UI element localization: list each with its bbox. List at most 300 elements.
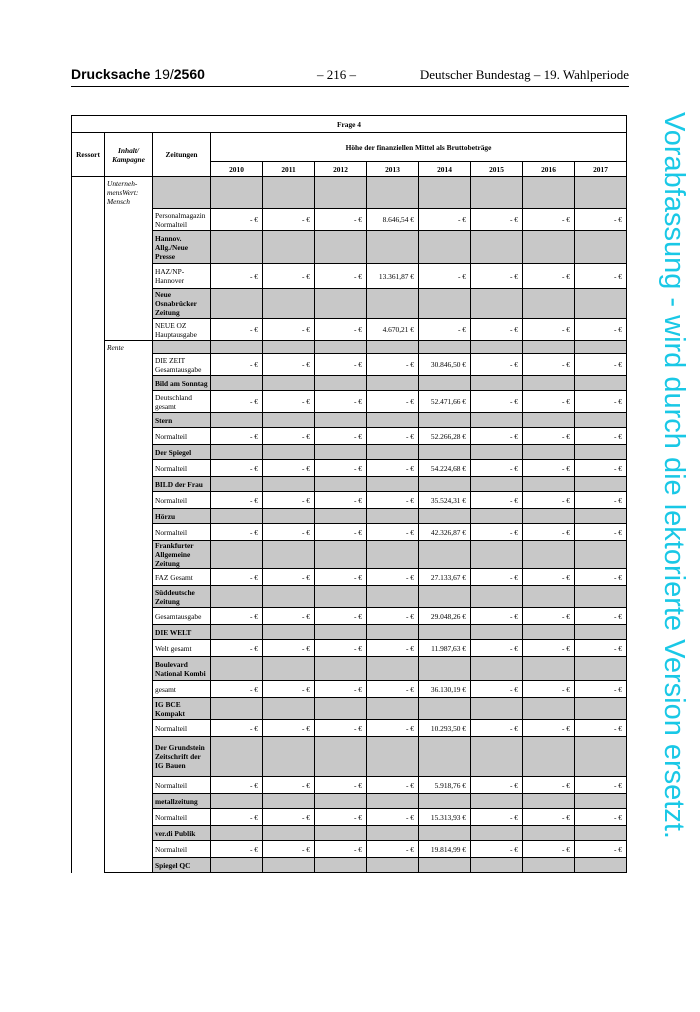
campaign-cell [105, 586, 153, 608]
amount-cell: - € [315, 209, 367, 231]
amount-cell: - € [575, 319, 627, 341]
empty-cell [211, 541, 263, 569]
empty-cell [367, 737, 419, 777]
amount-cell: - € [523, 720, 575, 737]
amount-cell: 52.471,66 € [419, 391, 471, 413]
doc-num-prefix: 19/ [154, 66, 174, 82]
empty-cell [263, 231, 315, 264]
campaign-cell [105, 376, 153, 391]
amount-cell: - € [367, 809, 419, 826]
amount-cell: - € [575, 720, 627, 737]
newspaper-cell: Personalmagazin Normalteil [153, 209, 211, 231]
amount-cell: - € [523, 809, 575, 826]
campaign-cell [105, 428, 153, 445]
empty-cell [211, 231, 263, 264]
newspaper-cell: Der Spiegel [153, 445, 211, 460]
empty-cell [315, 376, 367, 391]
empty-cell [263, 289, 315, 319]
empty-cell [523, 794, 575, 809]
empty-cell [211, 698, 263, 720]
amount-cell: - € [523, 428, 575, 445]
empty-cell [263, 586, 315, 608]
amount-cell: - € [211, 209, 263, 231]
campaign-cell [105, 681, 153, 698]
table-row [72, 809, 627, 826]
empty-cell [523, 289, 575, 319]
amount-cell: 29.048,26 € [419, 608, 471, 625]
empty-cell [211, 445, 263, 460]
amount-cell: 30.846,50 € [419, 354, 471, 376]
amount-cell: - € [575, 209, 627, 231]
campaign-cell [105, 477, 153, 492]
empty-cell [471, 341, 523, 354]
empty-cell [367, 376, 419, 391]
newspaper-cell: Der Grundstein Zeitschrift der IG Bauen [153, 737, 211, 777]
document-number [71, 66, 205, 82]
empty-cell [211, 289, 263, 319]
empty-cell [211, 794, 263, 809]
empty-cell [211, 858, 263, 873]
empty-cell [575, 541, 627, 569]
campaign-cell [105, 809, 153, 826]
amount-cell: - € [211, 608, 263, 625]
campaign-cell [105, 698, 153, 720]
table-row [72, 209, 627, 231]
empty-cell [523, 413, 575, 428]
doc-label: Drucksache [71, 66, 151, 82]
empty-cell [575, 177, 627, 209]
empty-cell [211, 625, 263, 640]
amount-cell: - € [523, 264, 575, 289]
empty-cell [523, 445, 575, 460]
empty-cell [263, 858, 315, 873]
table-row [72, 640, 627, 657]
newspaper-cell: ver.di Publik [153, 826, 211, 841]
empty-cell [575, 858, 627, 873]
amount-cell: - € [575, 354, 627, 376]
table-row [72, 794, 627, 809]
empty-cell [315, 698, 367, 720]
empty-cell [315, 445, 367, 460]
amount-cell: - € [575, 492, 627, 509]
empty-cell [367, 509, 419, 524]
empty-cell [263, 445, 315, 460]
campaign-cell [105, 413, 153, 428]
table-row [72, 608, 627, 625]
empty-cell [471, 413, 523, 428]
amount-cell: 13.361,87 € [367, 264, 419, 289]
newspaper-cell: Süddeutsche Zeitung [153, 586, 211, 608]
year-header: 2015 [471, 162, 523, 177]
table-row [72, 681, 627, 698]
empty-cell [211, 737, 263, 777]
empty-cell [575, 737, 627, 777]
empty-cell [419, 177, 471, 209]
year-header: 2014 [419, 162, 471, 177]
year-header: 2013 [367, 162, 419, 177]
amount-cell: - € [263, 354, 315, 376]
amount-cell: - € [315, 460, 367, 477]
table-row [72, 264, 627, 289]
amount-cell: 52.266,28 € [419, 428, 471, 445]
empty-cell [575, 625, 627, 640]
amount-cell: - € [315, 608, 367, 625]
table-row [72, 841, 627, 858]
amount-cell: - € [315, 524, 367, 541]
empty-cell [471, 376, 523, 391]
empty-cell [523, 177, 575, 209]
newspaper-cell: Stern [153, 413, 211, 428]
amount-cell: - € [263, 319, 315, 341]
empty-cell [419, 231, 471, 264]
table-row [72, 428, 627, 445]
empty-cell [211, 413, 263, 428]
amount-cell: - € [575, 264, 627, 289]
amount-cell: 4.670,21 € [367, 319, 419, 341]
amount-cell: - € [315, 809, 367, 826]
funding-table [71, 115, 627, 873]
amount-cell: - € [575, 841, 627, 858]
empty-cell [523, 231, 575, 264]
year-header: 2010 [211, 162, 263, 177]
amount-cell: - € [471, 354, 523, 376]
empty-cell [315, 794, 367, 809]
amount-cell: - € [471, 608, 523, 625]
campaign-cell [105, 858, 153, 873]
amount-cell: - € [211, 681, 263, 698]
empty-cell [263, 794, 315, 809]
table-row [72, 341, 627, 354]
amount-cell: - € [367, 524, 419, 541]
amount-cell: - € [419, 264, 471, 289]
empty-cell [471, 177, 523, 209]
empty-cell [263, 477, 315, 492]
empty-cell [315, 413, 367, 428]
amount-cell: 42.326,87 € [419, 524, 471, 541]
amount-cell: - € [523, 640, 575, 657]
empty-cell [263, 376, 315, 391]
empty-cell [367, 445, 419, 460]
newspaper-cell: Normalteil [153, 460, 211, 477]
amount-cell: - € [263, 391, 315, 413]
campaign-cell [105, 777, 153, 794]
empty-cell [419, 445, 471, 460]
newspaper-cell: Welt gesamt [153, 640, 211, 657]
empty-cell [211, 341, 263, 354]
empty-cell [211, 586, 263, 608]
empty-cell [367, 289, 419, 319]
amount-cell: - € [471, 640, 523, 657]
table-row [72, 376, 627, 391]
amount-cell: - € [211, 264, 263, 289]
empty-cell [575, 509, 627, 524]
newspaper-cell: Deutschland gesamt [153, 391, 211, 413]
amount-cell: - € [419, 209, 471, 231]
table-row [72, 569, 627, 586]
campaign-cell [105, 391, 153, 413]
empty-cell [211, 657, 263, 681]
amount-cell: - € [575, 569, 627, 586]
newspaper-cell: Normalteil [153, 777, 211, 794]
campaign-cell [105, 460, 153, 477]
empty-cell [419, 477, 471, 492]
empty-cell [419, 698, 471, 720]
empty-cell [471, 541, 523, 569]
empty-cell [471, 826, 523, 841]
table-row [72, 858, 627, 873]
empty-cell [211, 177, 263, 209]
table-row [72, 460, 627, 477]
amount-cell: - € [367, 492, 419, 509]
amount-cell: - € [263, 720, 315, 737]
empty-cell [523, 509, 575, 524]
col-zeitungen: Zeitungen [153, 133, 211, 177]
amount-cell: - € [523, 492, 575, 509]
amount-cell: - € [315, 354, 367, 376]
amount-cell: - € [315, 841, 367, 858]
campaign-cell [105, 289, 153, 319]
table-row [72, 657, 627, 681]
empty-cell [315, 625, 367, 640]
amount-cell: - € [211, 391, 263, 413]
amount-cell: - € [471, 777, 523, 794]
amount-cell: - € [575, 608, 627, 625]
empty-cell [211, 376, 263, 391]
amount-cell: - € [263, 777, 315, 794]
newspaper-cell: HAZ/NP-Hannover [153, 264, 211, 289]
newspaper-cell: gesamt [153, 681, 211, 698]
empty-cell [523, 657, 575, 681]
amount-cell: - € [211, 569, 263, 586]
amount-cell: - € [471, 681, 523, 698]
empty-cell [419, 625, 471, 640]
newspaper-cell: Normalteil [153, 809, 211, 826]
amount-cell: - € [575, 681, 627, 698]
newspaper-cell [153, 341, 211, 354]
amount-cell: - € [263, 264, 315, 289]
amount-cell: - € [471, 391, 523, 413]
campaign-cell [105, 794, 153, 809]
header-rule [71, 86, 629, 87]
newspaper-cell: Frankfurter Allgemeine Zeitung [153, 541, 211, 569]
amount-cell: 36.130,19 € [419, 681, 471, 698]
empty-cell [315, 826, 367, 841]
empty-cell [471, 737, 523, 777]
empty-cell [575, 413, 627, 428]
empty-cell [211, 826, 263, 841]
newspaper-cell: Gesamtausgabe [153, 608, 211, 625]
table-row [72, 354, 627, 376]
empty-cell [471, 794, 523, 809]
newspaper-cell: Bild am Sonntag [153, 376, 211, 391]
amount-cell: - € [367, 391, 419, 413]
amount-cell: - € [211, 460, 263, 477]
col-ressort: Ressort [72, 133, 105, 177]
empty-cell [419, 858, 471, 873]
empty-cell [367, 586, 419, 608]
amount-cell: - € [211, 524, 263, 541]
amount-cell: - € [575, 428, 627, 445]
empty-cell [575, 341, 627, 354]
empty-cell [263, 657, 315, 681]
page-number: – 216 – [317, 67, 356, 82]
campaign-cell [105, 737, 153, 777]
table-row [72, 477, 627, 492]
empty-cell [263, 177, 315, 209]
amount-cell: - € [211, 354, 263, 376]
table-row [72, 231, 627, 264]
amount-cell: - € [263, 492, 315, 509]
amount-cell: - € [523, 319, 575, 341]
table-row [72, 625, 627, 640]
amount-cell: - € [263, 569, 315, 586]
empty-cell [575, 231, 627, 264]
year-header: 2012 [315, 162, 367, 177]
table-row [72, 509, 627, 524]
empty-cell [523, 625, 575, 640]
empty-cell [367, 657, 419, 681]
empty-cell [419, 413, 471, 428]
empty-cell [211, 509, 263, 524]
amount-cell: - € [315, 640, 367, 657]
table-row [72, 586, 627, 608]
campaign-cell [105, 640, 153, 657]
campaign-cell [105, 509, 153, 524]
campaign-cell [105, 445, 153, 460]
amount-cell: - € [315, 264, 367, 289]
newspaper-cell: Normalteil [153, 428, 211, 445]
amount-cell: - € [263, 428, 315, 445]
empty-cell [523, 376, 575, 391]
empty-cell [367, 858, 419, 873]
newspaper-cell: Hannov. Allg./Neue Presse [153, 231, 211, 264]
amount-cell: 15.313,93 € [419, 809, 471, 826]
newspaper-cell: Hörzu [153, 509, 211, 524]
amount-cell: - € [523, 841, 575, 858]
empty-cell [523, 737, 575, 777]
empty-cell [263, 341, 315, 354]
empty-cell [575, 794, 627, 809]
newspaper-cell: Normalteil [153, 841, 211, 858]
empty-cell [367, 826, 419, 841]
amount-cell: - € [367, 777, 419, 794]
amount-cell: - € [523, 569, 575, 586]
empty-cell [523, 341, 575, 354]
amount-cell: - € [263, 524, 315, 541]
amount-cell: - € [315, 319, 367, 341]
empty-cell [575, 657, 627, 681]
empty-cell [471, 586, 523, 608]
empty-cell [471, 289, 523, 319]
empty-cell [471, 477, 523, 492]
newspaper-cell: metallzeitung [153, 794, 211, 809]
campaign-cell [105, 657, 153, 681]
table-row [72, 826, 627, 841]
empty-cell [263, 826, 315, 841]
amount-cell: - € [523, 354, 575, 376]
table-row [72, 413, 627, 428]
table-row [72, 492, 627, 509]
empty-cell [471, 509, 523, 524]
empty-cell [315, 177, 367, 209]
amount-cell: - € [367, 428, 419, 445]
campaign-cell [105, 319, 153, 341]
empty-cell [419, 341, 471, 354]
amount-cell: - € [263, 460, 315, 477]
campaign-cell [105, 492, 153, 509]
amount-cell: - € [367, 720, 419, 737]
amount-cell: - € [315, 681, 367, 698]
amount-cell: - € [367, 460, 419, 477]
amount-cell: - € [471, 809, 523, 826]
amount-cell: - € [471, 841, 523, 858]
col-inhalt: Inhalt/ Kampagne [105, 133, 153, 177]
empty-cell [575, 376, 627, 391]
amount-cell: - € [367, 569, 419, 586]
ressort-cell [72, 177, 105, 873]
amount-cell: - € [575, 460, 627, 477]
empty-cell [367, 341, 419, 354]
amount-cell: 27.133,67 € [419, 569, 471, 586]
empty-cell [419, 289, 471, 319]
empty-cell [263, 625, 315, 640]
empty-cell [263, 541, 315, 569]
empty-cell [523, 541, 575, 569]
amount-cell: - € [315, 777, 367, 794]
year-header: 2016 [523, 162, 575, 177]
campaign-cell [105, 209, 153, 231]
table-row [72, 524, 627, 541]
newspaper-cell: Boulevard National Kombi [153, 657, 211, 681]
amount-cell: - € [263, 681, 315, 698]
empty-cell [367, 698, 419, 720]
amount-cell: - € [471, 319, 523, 341]
amount-cell: - € [471, 569, 523, 586]
amount-cell: - € [471, 428, 523, 445]
empty-cell [367, 177, 419, 209]
empty-cell [263, 698, 315, 720]
table-row [72, 720, 627, 737]
empty-cell [367, 413, 419, 428]
amount-cell: - € [471, 264, 523, 289]
amount-cell: 10.293,50 € [419, 720, 471, 737]
table-row [72, 777, 627, 794]
newspaper-cell: IG BCE Kompakt [153, 698, 211, 720]
amount-cell: - € [575, 640, 627, 657]
amount-cell: - € [263, 608, 315, 625]
empty-cell [575, 698, 627, 720]
empty-cell [523, 858, 575, 873]
campaign-cell [105, 625, 153, 640]
newspaper-cell: Spiegel QC [153, 858, 211, 873]
empty-cell [315, 737, 367, 777]
empty-cell [419, 737, 471, 777]
campaign-cell [105, 826, 153, 841]
amount-cell: - € [367, 841, 419, 858]
table-row [72, 698, 627, 720]
amount-cell: - € [367, 640, 419, 657]
campaign-cell [105, 841, 153, 858]
doc-num: 2560 [173, 66, 205, 82]
empty-cell [471, 657, 523, 681]
empty-cell [471, 231, 523, 264]
amount-cell: 35.524,31 € [419, 492, 471, 509]
table-row [72, 177, 627, 209]
amount-cell: - € [315, 428, 367, 445]
amount-cell: - € [471, 524, 523, 541]
empty-cell [523, 698, 575, 720]
empty-cell [575, 826, 627, 841]
